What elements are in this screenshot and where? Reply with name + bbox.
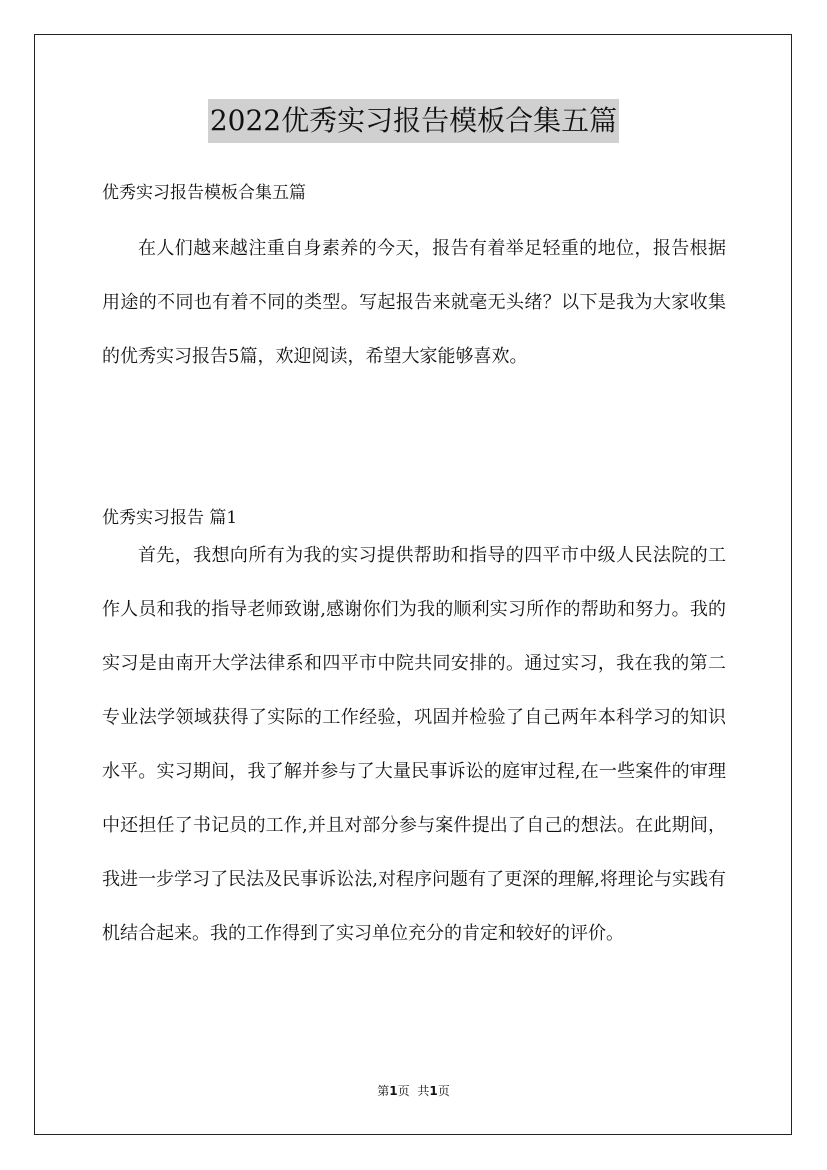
page-suffix: 页 [397,1084,410,1098]
total-suffix: 页 [437,1084,450,1098]
page-prefix: 第 [377,1084,390,1098]
section-body-paragraph: 首先，我想向所有为我的实习提供帮助和指导的四平市中级人民法院的工作人员和我的指导老师致谢,感谢你们为我的顺利实习所作的帮助和努力。我的实习是由南开大学法律系和四平市中院共同安排的。通过实习，我在我的第二专业法学领域获得了实际的工作经验，巩固并检验了自己两年本科学习的知识水平。实习期间，我了解并参与了大量民事诉讼的庭审过程,在一些案件的审理中还担任了书记员的工作,并且对部分参与案件提出了自己的想法。在此期间，我进一步学习了民法及民事诉讼法,对程序问题有了更深的理解,将理论与实践有机结合起来。我的工作得到了实习单位充分的肯定和较好的评价。 [102,545,726,944]
section-heading: 优秀实习报告 篇1 [102,508,238,528]
intro-paragraph: 在人们越来越注重自身素养的今天，报告有着举足轻重的地位，报告根据用途的不同也有着不同的类型。写起报告来就毫无头绪？以下是我为大家收集的优秀实习报告5篇，欢迎阅读，希望大家能够喜欢。 [102,238,726,367]
page-footer [0,1083,827,1099]
document-title: 2022优秀实习报告模板合集五篇 [208,99,619,143]
total-pages: 1 [429,1084,438,1098]
page-number: 1 [389,1084,398,1098]
total-prefix: 共 [417,1084,430,1098]
title-container [0,99,827,143]
document-subtitle: 优秀实习报告模板合集五篇 [102,183,306,203]
